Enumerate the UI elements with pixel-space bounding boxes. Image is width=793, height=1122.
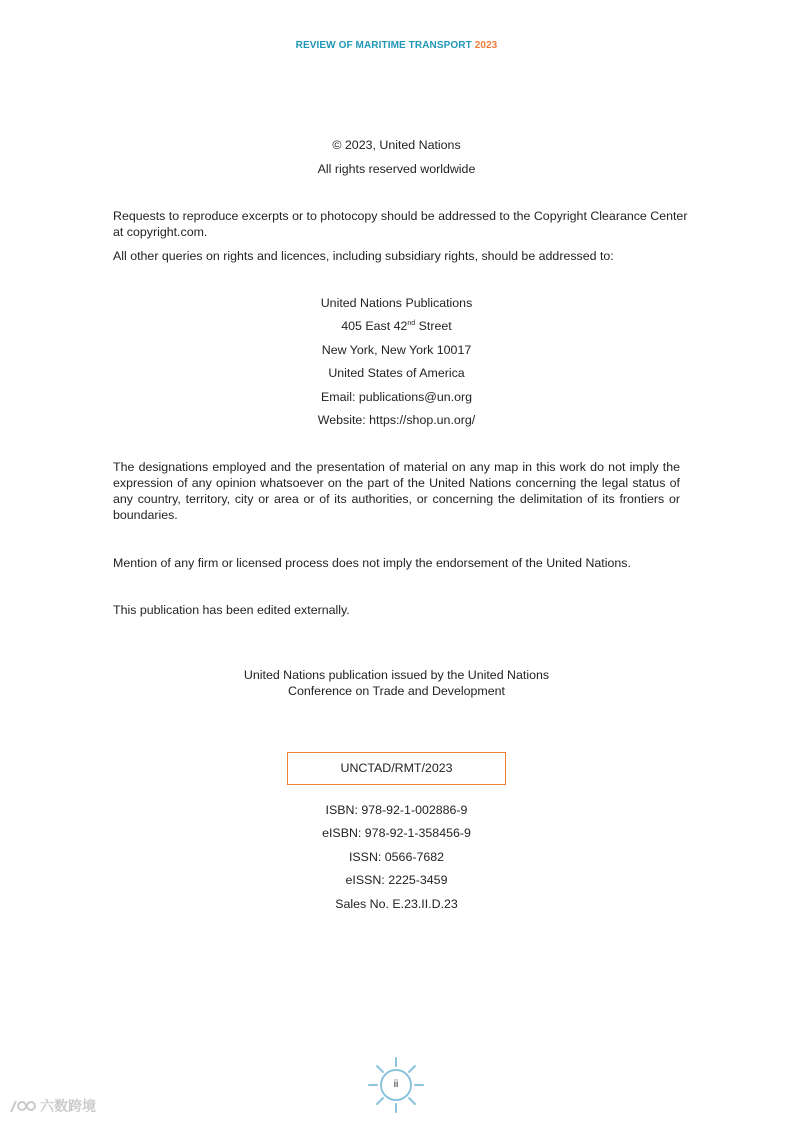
address-street: [0, 318, 793, 334]
designations-disclaimer: The designations employed and the presentation of material on any map in this work do not imply the expression of any opinion whatsoever on the part of the United Nations concerning the legal status of any country, territory, city or area or of its authorities, or concerning the delimitation of its frontiers or boundaries.: [113, 460, 680, 522]
eisbn: eISBN: 978-92-1-358456-9: [322, 826, 471, 840]
header-year: 2023: [474, 40, 498, 51]
requests-line-1: Requests to reproduce excerpts or to photocopy should be addressed to the Copyright Clearance Center: [113, 209, 688, 223]
requests-paragraph: [113, 208, 688, 240]
address-email: Email: publications@un.org: [320, 390, 473, 404]
requests-line-2: at copyright.com.: [113, 225, 208, 239]
page-number-badge: [367, 1056, 425, 1114]
street-ordinal: nd: [407, 319, 416, 327]
copyright-line: © 2023, United Nations: [332, 138, 461, 152]
page-number: ii: [393, 1079, 399, 1090]
rights-reserved-line: All rights reserved worldwide: [317, 162, 476, 176]
watermark-text: 六数跨境: [40, 1098, 96, 1114]
issued-by-line-1: United Nations publication issued by the United Nations: [243, 668, 550, 682]
endorsement-disclaimer: Mention of any firm or licensed process does not imply the endorsement of the United Nations.: [113, 556, 631, 570]
queries-paragraph: All other queries on rights and licences, including subsidiary rights, should be addressed to:: [113, 249, 614, 263]
street-prefix: 405 East 42: [341, 319, 408, 333]
issn: ISSN: 0566-7682: [348, 850, 445, 864]
isbn: ISBN: 978-92-1-002886-9: [325, 803, 468, 817]
address-website: Website: https://shop.un.org/: [317, 413, 476, 427]
edited-note: This publication has been edited externally.: [113, 603, 350, 617]
header-title: REVIEW OF MARITIME TRANSPORT: [295, 40, 472, 51]
document-symbol-box: UNCTAD/RMT/2023: [287, 752, 506, 785]
logo-icon: [8, 1098, 36, 1114]
address-org: United Nations Publications: [320, 296, 473, 310]
eissn: eISSN: 2225-3459: [345, 873, 448, 887]
address-city: New York, New York 10017: [321, 343, 472, 357]
address-country: United States of America: [328, 366, 465, 380]
issued-by-line-2: Conference on Trade and Development: [288, 684, 505, 698]
watermark: [8, 1096, 96, 1116]
running-header: [0, 40, 793, 51]
street-suffix: Street: [415, 319, 452, 333]
sales-number: Sales No. E.23.II.D.23: [335, 897, 458, 911]
